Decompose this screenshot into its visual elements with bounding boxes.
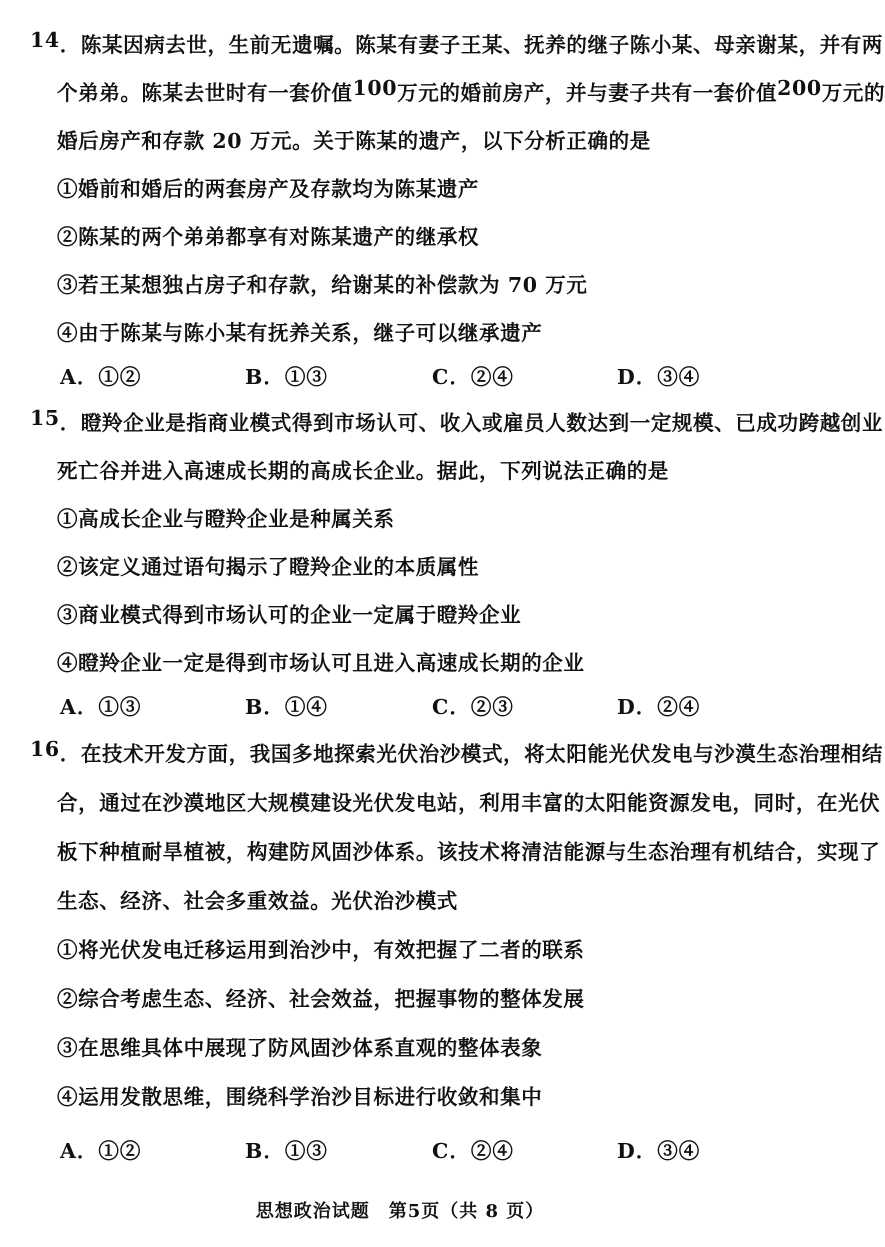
question-14-option-a[interactable]: A．①② bbox=[60, 365, 142, 389]
question-15-stem-line-1: 1 5 ． 瞪 羚 企 业 是 指 商 业 模 式 得 到 市 场 认 可 、 收 入 或 雇 员 人 数 达 到 一 定 规 模 、 已 成 功 跨 越 创 业 bbox=[30, 406, 884, 435]
question-15-statement-3: ③商业模式得到市场认可的企业一定属于瞪羚企业 bbox=[57, 603, 522, 627]
question-14-option-d[interactable]: D．③④ bbox=[617, 365, 701, 389]
question-16-option-a[interactable]: A．①② bbox=[60, 1139, 142, 1163]
question-14-statement-3: ③若王某想独占房子和存款，给谢某的补偿款为 70 万元 bbox=[57, 273, 588, 297]
question-16-stem-line-4: 生态、经济、社会多重效益。光伏治沙模式 bbox=[57, 889, 458, 913]
question-15-option-a[interactable]: A．①③ bbox=[60, 695, 142, 719]
question-16-stem-line-2: 合 ， 通 过 在 沙 漠 地 区 大 规 模 建 设 光 伏 发 电 站 ， 利 用 丰 富 的 太 阳 能 资 源 发 电 ， 同 时 ， 在 光 伏 bbox=[57, 791, 881, 815]
question-15-stem-line-2: 死亡谷并进入高速成长期的高成长企业。据此，下列说法正确的是 bbox=[57, 459, 669, 483]
question-16-statement-4: ④运用发散思维，围绕科学治沙目标进行收敛和集中 bbox=[57, 1085, 543, 1109]
question-15-statement-1: ①高成长企业与瞪羚企业是种属关系 bbox=[57, 507, 395, 531]
question-15-statement-4: ④瞪羚企业一定是得到市场认可且进入高速成长期的企业 bbox=[57, 651, 585, 675]
page-footer: 思想政治试题 第5页（共 8 页） bbox=[255, 1201, 545, 1222]
question-16-option-c[interactable]: C．②④ bbox=[432, 1139, 514, 1163]
question-14-option-b[interactable]: B．①③ bbox=[245, 365, 328, 389]
question-16-option-d[interactable]: D．③④ bbox=[617, 1139, 701, 1163]
question-15-option-c[interactable]: C．②③ bbox=[432, 695, 514, 719]
question-16-statement-3: ③在思维具体中展现了防风固沙体系直观的整体表象 bbox=[57, 1036, 543, 1060]
question-16-stem-line-1: 1 6 ． 在 技 术 开 发 方 面 ， 我 国 多 地 探 索 光 伏 治 沙 模 式 ， 将 太 阳 能 光 伏 发 电 与 沙 漠 生 态 治 理 相 结 bbox=[30, 737, 884, 766]
question-15-option-d[interactable]: D．②④ bbox=[617, 695, 701, 719]
question-16-statement-2: ②综合考虑生态、经济、社会效益，把握事物的整体发展 bbox=[57, 987, 585, 1011]
question-14-stem-line-1: 1 4 ． 陈 某 因 病 去 世 ， 生 前 无 遗 嘱 。 陈 某 有 妻 子 王 某 、 抚 养 的 继 子 陈 小 某 、 母 亲 谢 某 ， 并 有 两 bbox=[30, 28, 884, 57]
question-16-options bbox=[0, 1134, 800, 1164]
question-16-stem-line-3: 板 下 种 植 耐 旱 植 被 ， 构 建 防 风 固 沙 体 系 。 该 技 术 将 清 洁 能 源 与 生 态 治 理 有 机 结 合 ， 实 现 了 bbox=[57, 840, 881, 864]
question-15-options bbox=[0, 690, 800, 720]
question-14-option-c[interactable]: C．②④ bbox=[432, 365, 514, 389]
question-15-statement-2: ②该定义通过语句揭示了瞪羚企业的本质属性 bbox=[57, 555, 479, 579]
question-15-option-b[interactable]: B．①④ bbox=[245, 695, 328, 719]
question-14-statement-2: ②陈某的两个弟弟都享有对陈某遗产的继承权 bbox=[57, 225, 479, 249]
question-14-statement-4: ④由于陈某与陈小某有抚养关系，继子可以继承遗产 bbox=[57, 321, 543, 345]
question-14-stem-line-2: 个 弟 弟 。 陈 某 去 世 时 有 一 套 价 值 1 0 0 万 元 的 婚 前 房 产 ， 并 与 妻 子 共 有 一 套 价 值 2 0 0 万 元 的 bbox=[57, 76, 885, 105]
question-14-statement-1: ①婚前和婚后的两套房产及存款均为陈某遗产 bbox=[57, 177, 479, 201]
question-16-option-b[interactable]: B．①③ bbox=[245, 1139, 328, 1163]
question-16-statement-1: ①将光伏发电迁移运用到治沙中，有效把握了二者的联系 bbox=[57, 938, 585, 962]
question-14-stem-line-3: 婚后房产和存款 20 万元。关于陈某的遗产，以下分析正确的是 bbox=[57, 129, 651, 153]
question-14-options bbox=[0, 360, 800, 390]
